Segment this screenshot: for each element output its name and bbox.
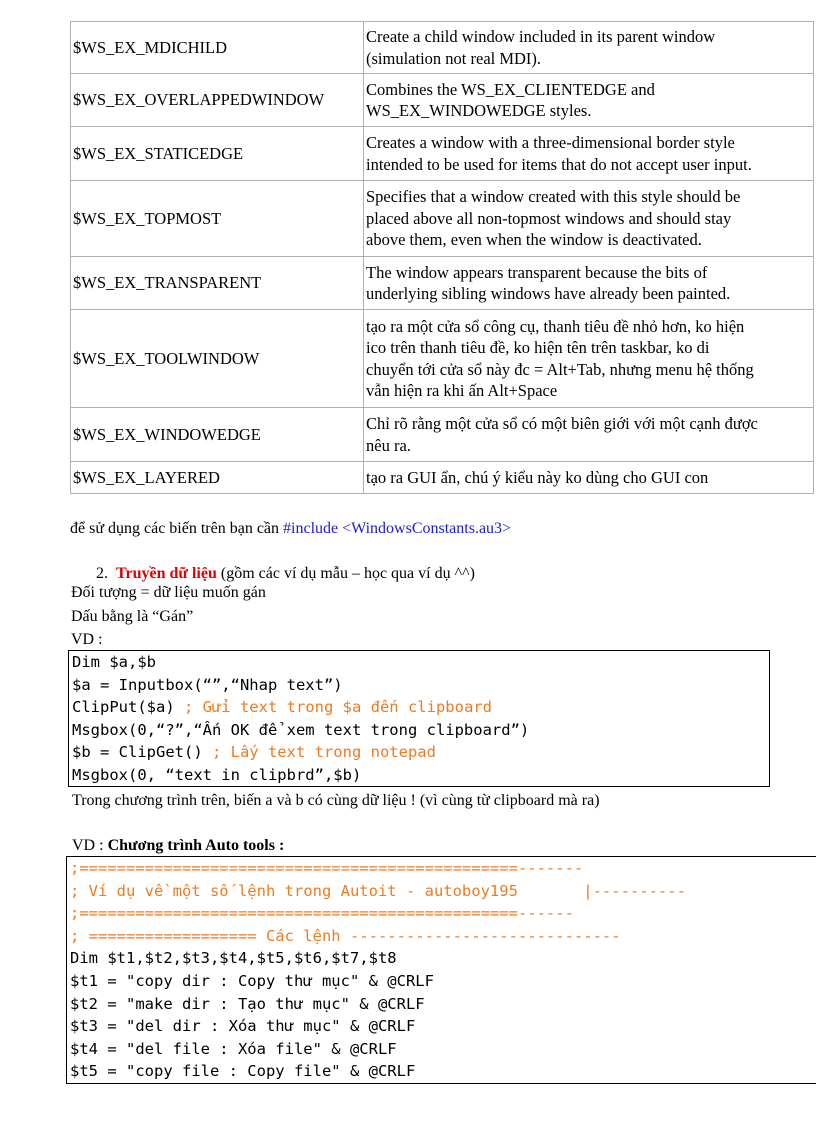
constant-name: $WS_EX_STATICEDGE — [71, 127, 364, 181]
code-text: $b = ClipGet() — [72, 743, 212, 761]
description-line: tạo ra GUI ẩn, chú ý kiểu này ko dùng cho GUI con — [366, 467, 709, 487]
constant-description — [364, 127, 814, 181]
code-line — [70, 1015, 816, 1038]
description-line: tạo ra một cửa sổ công cụ, thanh tiêu đề nhỏ hơn, ko hiện — [366, 316, 745, 336]
code-text: $t5 = "copy file : Copy file" & @CRLF — [70, 1062, 416, 1081]
description-line: above them, even when the window is deactivated. — [366, 230, 702, 250]
description-line: vẫn hiện ra khi ấn Alt+Space — [366, 381, 558, 400]
code-comment: ;===============================================------ — [70, 904, 574, 923]
code-line — [70, 1038, 816, 1061]
code-text: Msgbox(0,“?”,“Ấn OK để xem text trong clipboard”) — [72, 720, 530, 739]
code-line — [70, 880, 816, 903]
constant-name: $WS_EX_TOPMOST — [71, 181, 364, 257]
code-comment: ; Ví dụ về một số lệnh trong Autoit - autoboy195 |---------- — [70, 881, 686, 900]
code-text: ClipPut($a) — [72, 698, 184, 716]
constant-name: $WS_EX_TOOLWINDOW — [71, 310, 364, 408]
table-row — [71, 127, 814, 181]
section-2-heading — [96, 565, 475, 584]
table-row — [71, 257, 814, 310]
constant-description — [364, 22, 814, 74]
window-styles-table — [70, 21, 814, 494]
example-2-heading — [72, 837, 284, 856]
code-text: $t2 = "make dir : Tạo thư mục" & @CRLF — [70, 994, 425, 1013]
code-text: Msgbox(0, “text in clipbrd”,$b) — [72, 765, 362, 784]
constant-description — [364, 408, 814, 462]
code-line — [70, 970, 816, 993]
section-number: 2. — [96, 565, 108, 582]
description-line: Creates a window with a three-dimensional border style — [366, 133, 735, 152]
include-note-prefix: để sử dụng các biến trên bạn cần — [70, 520, 284, 537]
constant-description — [364, 462, 814, 494]
code-text: $a = Inputbox(“”,“Nhap text”) — [72, 675, 343, 694]
code-line — [72, 764, 769, 787]
code-line — [70, 925, 816, 948]
description-line: WS_EX_WINDOWEDGE styles. — [366, 101, 592, 120]
description-line: chuyển tới cửa sổ này đc = Alt+Tab, nhưng menu hệ thống — [366, 359, 754, 379]
code-line — [70, 947, 816, 970]
constant-description — [364, 181, 814, 257]
code-text: $t3 = "del dir : Xóa thư mục" & @CRLF — [70, 1017, 416, 1036]
code-line — [72, 719, 769, 742]
constant-description — [364, 310, 814, 408]
section-title: Truyền dữ liệu — [116, 565, 217, 582]
constant-name: $WS_EX_WINDOWEDGE — [71, 408, 364, 462]
code-block-clipboard — [68, 650, 770, 787]
constant-name: $WS_EX_LAYERED — [71, 462, 364, 494]
description-line: underlying sibling windows have already been painted. — [366, 284, 731, 303]
code-text: Dim $t1,$t2,$t3,$t4,$t5,$t6,$t7,$t8 — [70, 949, 397, 968]
code-comment: ;===============================================------- — [70, 859, 584, 877]
description-line: Chỉ rõ rằng một cửa sổ có một biên giới với một cạnh được — [366, 414, 758, 433]
code-comment: ; Gửi text trong $a đến clipboard — [183, 698, 492, 716]
assignment-line: Đối tượng = dữ liệu muốn gán — [71, 584, 266, 601]
code-comment: ; Lấy text trong notepad — [211, 743, 436, 761]
table-row — [71, 74, 814, 127]
code-line — [72, 674, 769, 697]
equals-line: Dấu bằng là “Gán” — [71, 608, 194, 625]
code-comment: ; ================== Các lệnh ----------------------------- — [70, 926, 621, 945]
description-line: intended to be used for items that do not accept user input. — [366, 154, 752, 174]
code-block-auto-tools — [66, 856, 816, 1084]
description-line: ico trên thanh tiêu đề, ko hiện tên trên taskbar, ko di — [366, 338, 710, 357]
constant-description — [364, 74, 814, 127]
description-line: The window appears transparent because the bits of — [366, 262, 708, 282]
code-line — [70, 1060, 816, 1083]
code-line — [72, 651, 769, 674]
description-line: Specifies that a window created with this style should be — [366, 187, 741, 207]
section-subtitle: (gồm các ví dụ mẫu – học qua ví dụ ^^) — [216, 565, 475, 582]
table-row — [71, 408, 814, 462]
table-row — [71, 462, 814, 494]
constant-name: $WS_EX_OVERLAPPEDWINDOW — [71, 74, 364, 127]
example-label: VD : — [71, 631, 103, 648]
constant-description — [364, 257, 814, 310]
constant-name: $WS_EX_TRANSPARENT — [71, 257, 364, 310]
description-line: Combines the WS_EX_CLIENTEDGE and — [366, 79, 655, 99]
description-line: nêu ra. — [366, 435, 411, 455]
code-line — [70, 902, 816, 925]
code-line — [72, 741, 769, 764]
description-line: placed above all non-topmost windows and should stay — [366, 208, 732, 228]
include-note — [70, 520, 511, 539]
description-line: Create a child window included in its parent window — [366, 27, 716, 46]
table-row — [71, 310, 814, 408]
example-2-prefix: VD : — [72, 837, 108, 854]
code-text: Dim $a,$b — [72, 653, 156, 671]
code-text: $t4 = "del file : Xóa file" & @CRLF — [70, 1039, 397, 1058]
example-2-title: Chương trình Auto tools : — [107, 837, 285, 854]
after-code-note: Trong chương trình trên, biến a và b có cùng dữ liệu ! (vì cùng từ clipboard mà ra) — [72, 792, 600, 809]
code-line — [72, 696, 769, 719]
code-line — [70, 993, 816, 1016]
code-text: $t1 = "copy dir : Copy thư mục" & @CRLF — [70, 971, 434, 990]
code-line — [70, 857, 816, 880]
table-row — [71, 22, 814, 74]
description-line: (simulation not real MDI). — [366, 48, 542, 68]
include-directive: #include <WindowsConstants.au3> — [283, 520, 512, 537]
table-row — [71, 181, 814, 257]
constant-name: $WS_EX_MDICHILD — [71, 22, 364, 74]
